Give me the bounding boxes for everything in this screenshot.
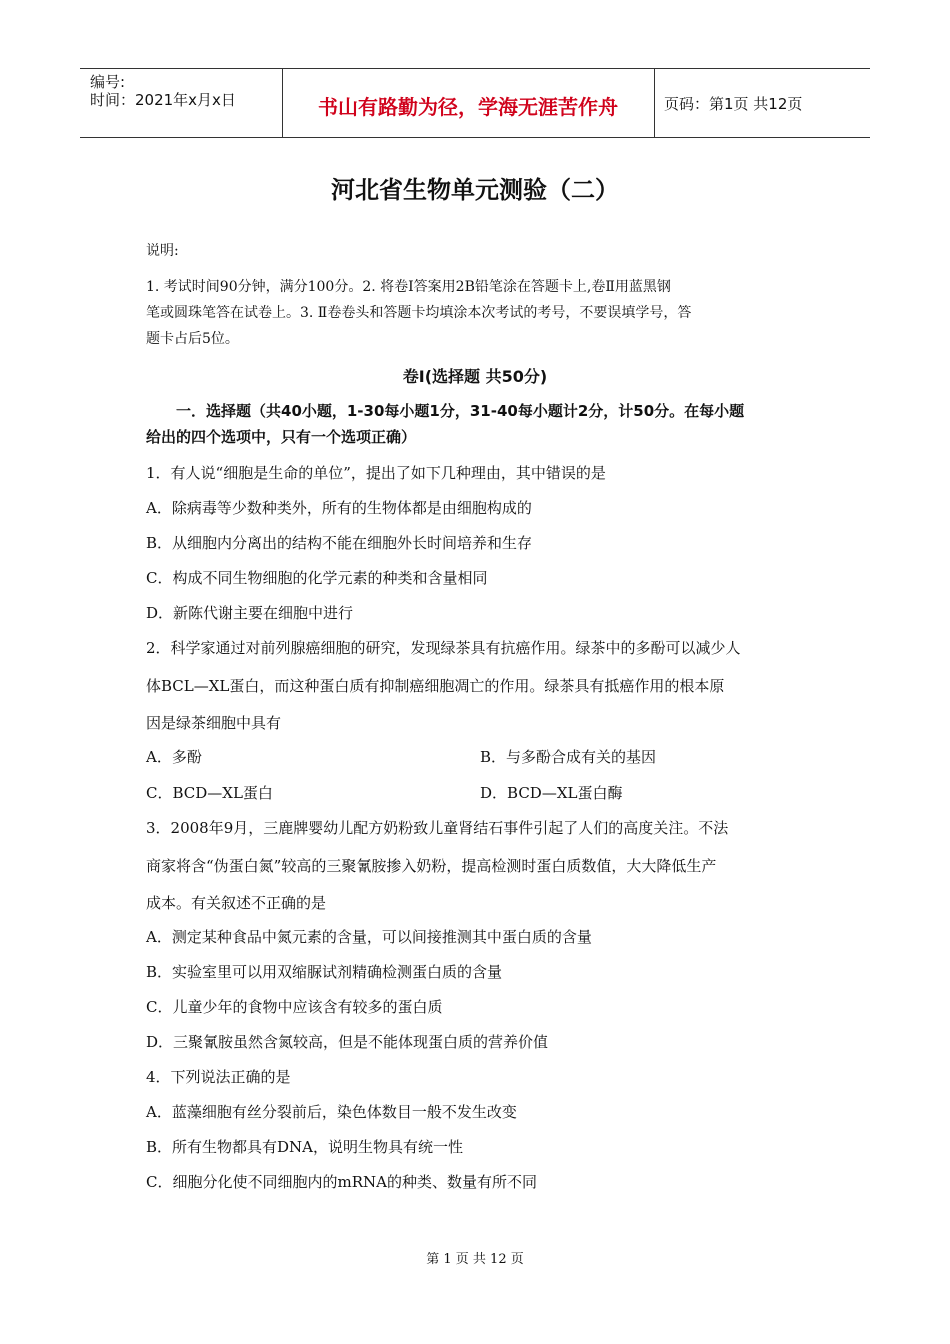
- question-stem: 商家将含“伪蛋白氮”较高的三聚氰胺掺入奶粉，提高检测时蛋白质数值，大大降低生产: [146, 857, 717, 875]
- option-c: C．BCD—XL蛋白: [146, 784, 273, 802]
- option-a: A．测定某种食品中氮元素的含量，可以间接推测其中蛋白质的含量: [146, 928, 592, 946]
- notes-line: 1. 考试时间90分钟，满分100分。2. 将卷Ⅰ答案用2B铅笔涂在答题卡上,卷Ⅱ用蓝黑钢: [146, 279, 671, 295]
- section-instruction: 给出的四个选项中，只有一个选项正确）: [146, 428, 417, 446]
- time-label: 时间：2021年x月x日: [90, 91, 236, 109]
- question-stem: 因是绿茶细胞中具有: [146, 714, 282, 732]
- option-a: A．蓝藻细胞有丝分裂前后，染色体数目一般不发生改变: [146, 1103, 517, 1121]
- document-title: 河北省生物单元测验（二）: [331, 176, 619, 204]
- section-instruction: 一．选择题（共40小题，1-30每小题1分，31-40每小题计2分，计50分。在每小题: [176, 402, 745, 420]
- header-meta: [90, 73, 236, 109]
- page-footer: 第 1 页 共 12 页: [426, 1252, 524, 1267]
- option-c: C．细胞分化使不同细胞内的mRNA的种类、数量有所不同: [146, 1173, 537, 1191]
- notes-line: 题卡占后5位。: [146, 331, 239, 347]
- code-label: 编号:: [90, 73, 126, 91]
- header-divider: [654, 69, 655, 137]
- section-title: 卷Ⅰ(选择题 共50分): [402, 367, 548, 386]
- question-stem: 成本。有关叙述不正确的是: [146, 894, 327, 912]
- option-b: B．所有生物都具有DNA，说明生物具有统一性: [146, 1138, 464, 1156]
- option-c: C．儿童少年的食物中应该含有较多的蛋白质: [146, 998, 443, 1016]
- notes-line: 笔或圆珠笔答在试卷上。3. Ⅱ卷卷头和答题卡均填涂本次考试的考号，不要误填学号，答: [146, 305, 692, 321]
- option-d: D．三聚氰胺虽然含氮较高，但是不能体现蛋白质的营养价值: [146, 1033, 549, 1051]
- notes-label: 说明:: [146, 243, 179, 259]
- option-a: A．多酚: [146, 748, 202, 766]
- question-stem: 2．科学家通过对前列腺癌细胞的研究，发现绿茶具有抗癌作用。绿茶中的多酚可以减少人: [146, 639, 741, 657]
- page-info: 页码：第1页 共12页: [664, 95, 803, 113]
- option-c: C．构成不同生物细胞的化学元素的种类和含量相同: [146, 569, 488, 587]
- page-header: [80, 68, 870, 138]
- option-b: B．实验室里可以用双缩脲试剂精确检测蛋白质的含量: [146, 963, 503, 981]
- option-d: D．新陈代谢主要在细胞中进行: [146, 604, 354, 622]
- option-d: D．BCD—XL蛋白酶: [480, 784, 623, 802]
- header-motto: 书山有路勤为径，学海无涯苦作舟: [318, 95, 618, 119]
- question-stem: 1．有人说“细胞是生命的单位”，提出了如下几种理由，其中错误的是: [146, 464, 606, 482]
- question-stem: 体BCL—XL蛋白，而这种蛋白质有抑制癌细胞凋亡的作用。绿茶具有抵癌作用的根本原: [146, 677, 725, 695]
- question-stem: 3．2008年9月，三鹿牌婴幼儿配方奶粉致儿童肾结石事件引起了人们的高度关注。不法: [146, 819, 729, 837]
- question-stem: 4．下列说法正确的是: [146, 1068, 291, 1086]
- option-a: A．除病毒等少数种类外，所有的生物体都是由细胞构成的: [146, 499, 532, 517]
- option-b: B．从细胞内分离出的结构不能在细胞外长时间培养和生存: [146, 534, 533, 552]
- option-b: B．与多酚合成有关的基因: [480, 748, 657, 766]
